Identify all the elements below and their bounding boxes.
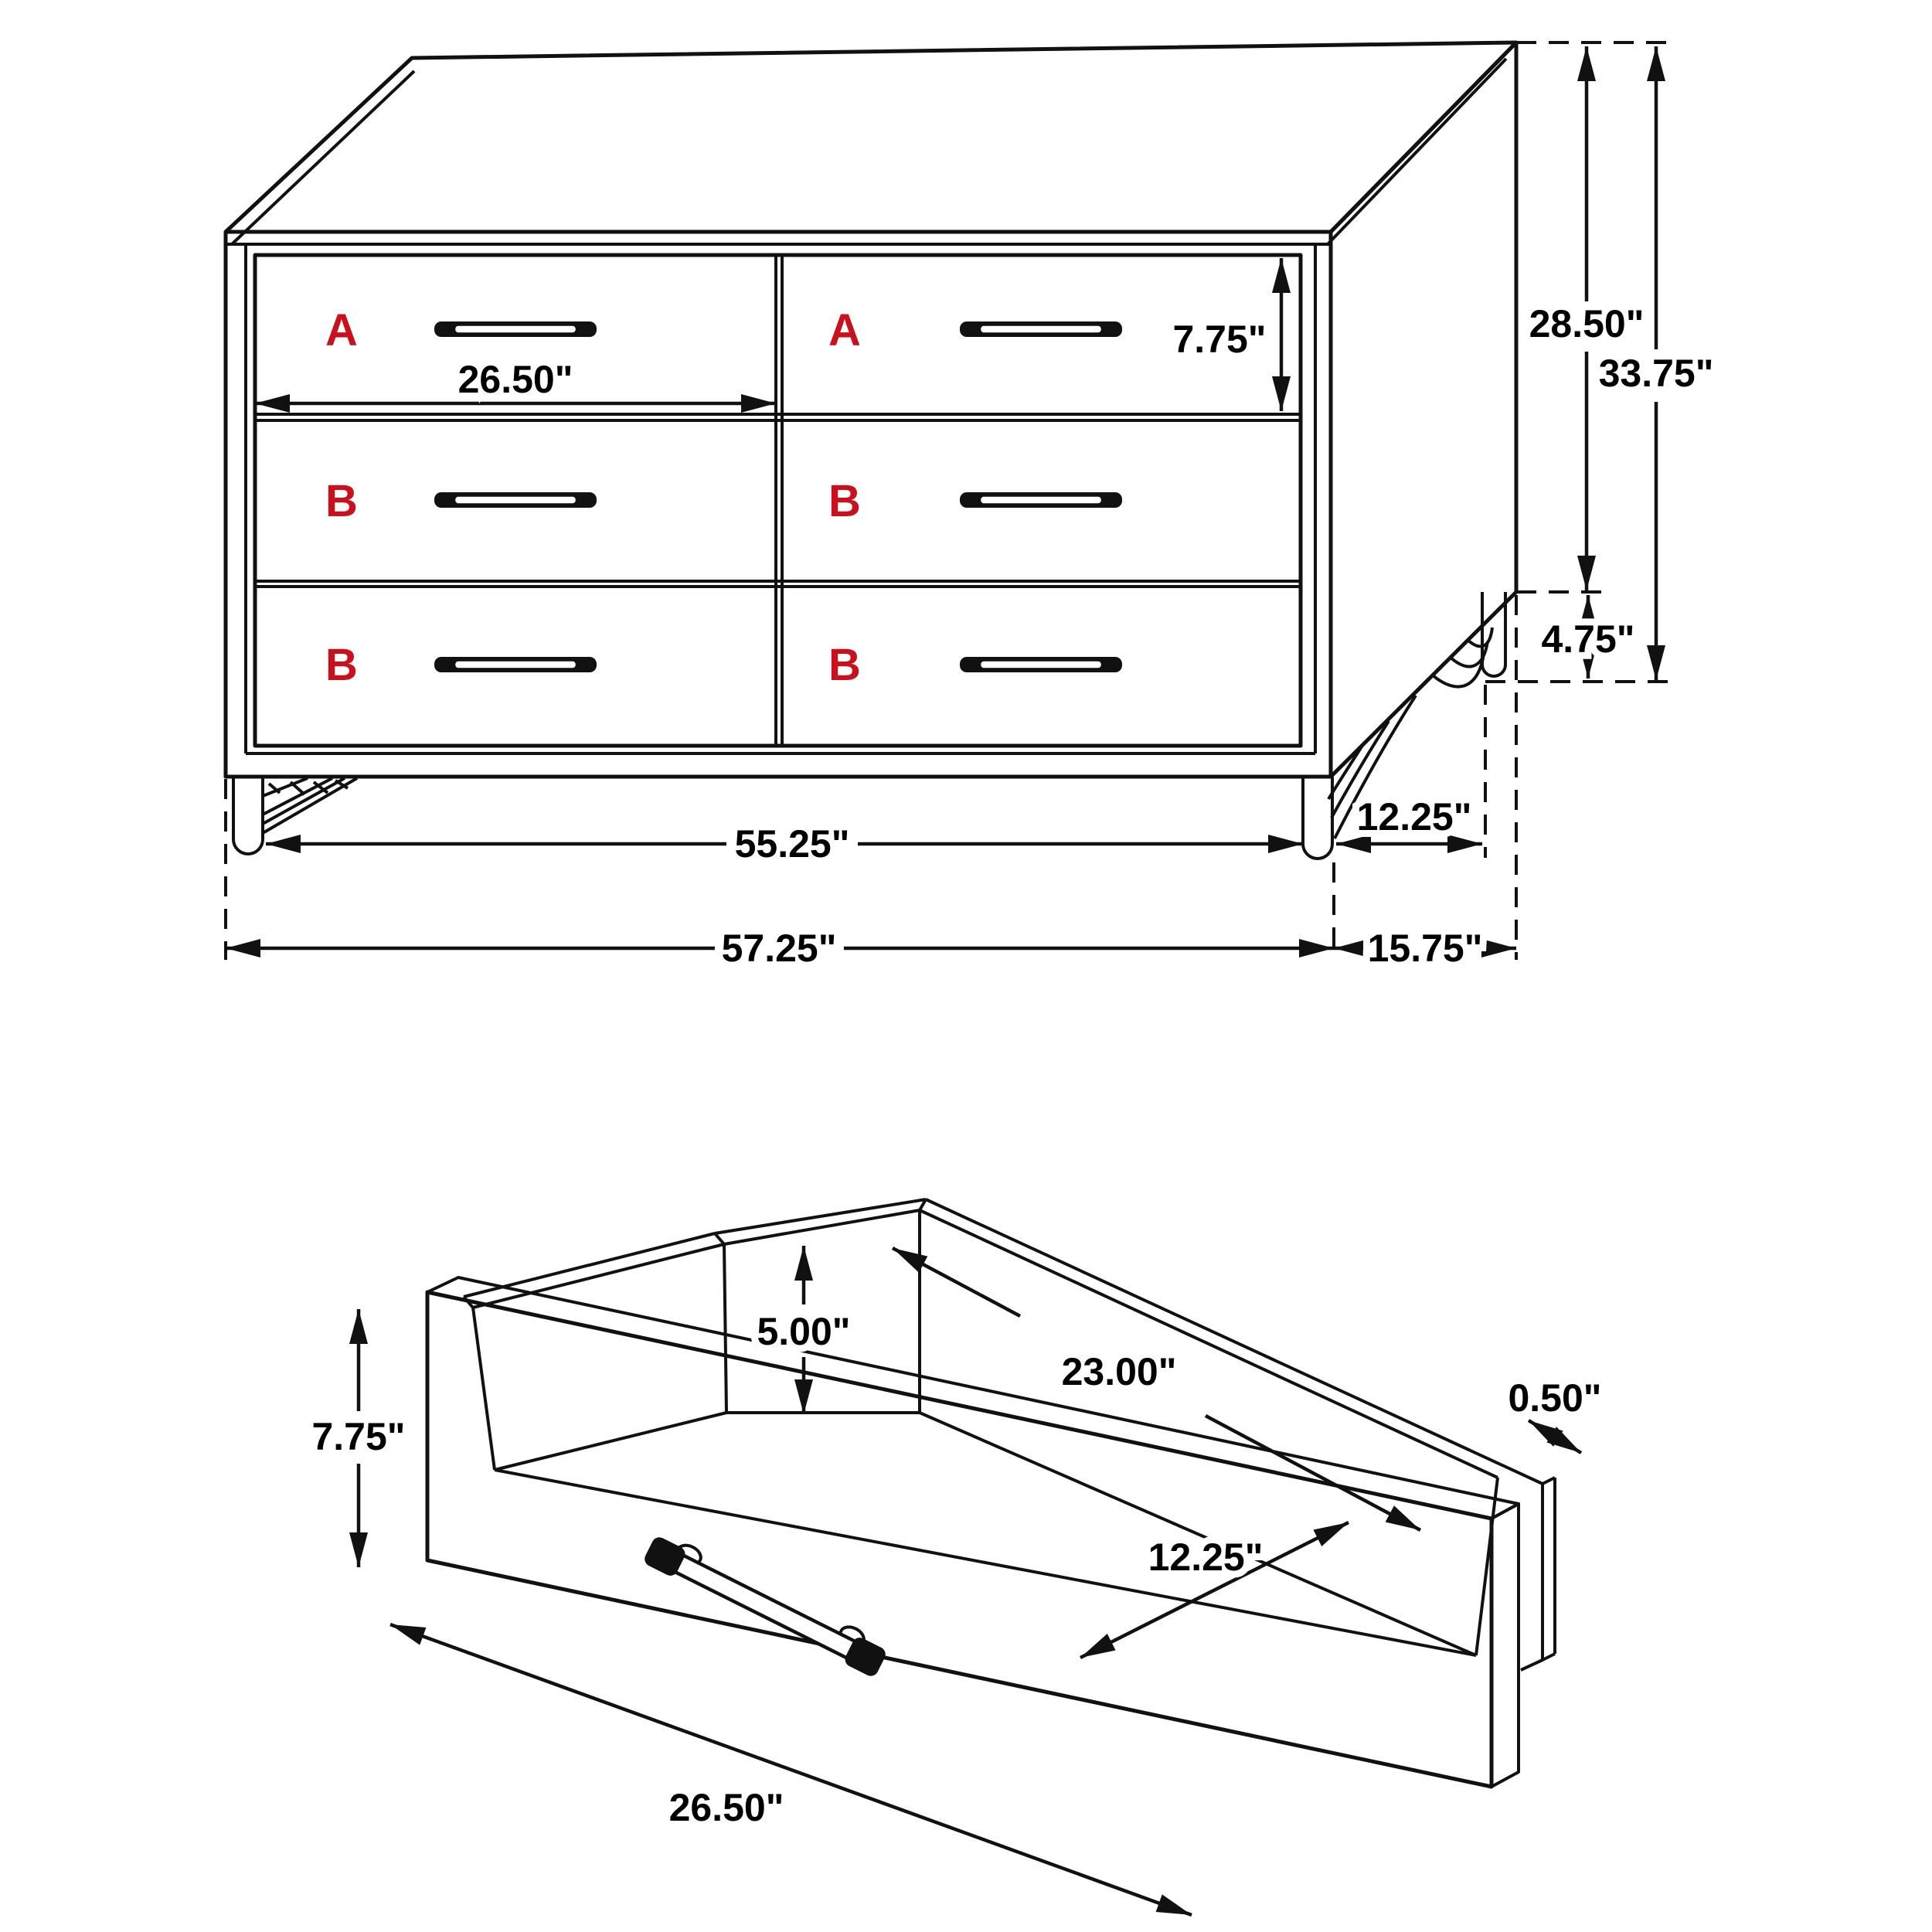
dim-label: 26.50" xyxy=(457,358,573,401)
dim-label: 55.25" xyxy=(734,822,850,866)
drawer-handle xyxy=(960,657,1122,672)
dim-label: 5.00" xyxy=(757,1310,851,1353)
dim-label: 15.75" xyxy=(1367,927,1483,970)
drawer-handle xyxy=(434,657,597,672)
dim-label: 23.00" xyxy=(1061,1350,1177,1393)
handle-bar-highlight xyxy=(980,325,1102,334)
dim-label: 7.75" xyxy=(1172,318,1267,361)
drawer-label-a1: A xyxy=(325,305,358,355)
dim-side-leg-span xyxy=(1336,795,1482,844)
dim-label: 57.25" xyxy=(721,927,837,970)
handle-bar-highlight xyxy=(980,496,1102,505)
handle-bar-highlight xyxy=(980,661,1102,669)
handle-bar-highlight xyxy=(454,325,577,334)
drawer-label-a2: A xyxy=(828,305,861,355)
drawer-handle xyxy=(960,321,1122,337)
drawer-label-b1: B xyxy=(325,476,358,526)
handle-bar-highlight xyxy=(454,661,577,669)
dim-label: 28.50" xyxy=(1529,302,1645,345)
drawer-handle xyxy=(434,492,597,508)
handle-bar-highlight xyxy=(454,496,577,505)
drawer-label-b4: B xyxy=(828,640,861,690)
dim-label: 7.75" xyxy=(311,1415,406,1458)
dim-label: 33.75" xyxy=(1598,352,1714,395)
dim-label: 4.75" xyxy=(1541,617,1635,661)
dim-label: 0.50" xyxy=(1508,1376,1602,1420)
dim-label: 26.50" xyxy=(668,1786,784,1829)
dim-label: 12.25" xyxy=(1356,795,1472,838)
drawer-label-b2: B xyxy=(828,476,861,526)
drawer-handle xyxy=(960,492,1122,508)
drawer-label-b3: B xyxy=(325,640,358,690)
drawer-handle xyxy=(434,321,597,337)
dim-label: 12.25" xyxy=(1148,1536,1264,1579)
